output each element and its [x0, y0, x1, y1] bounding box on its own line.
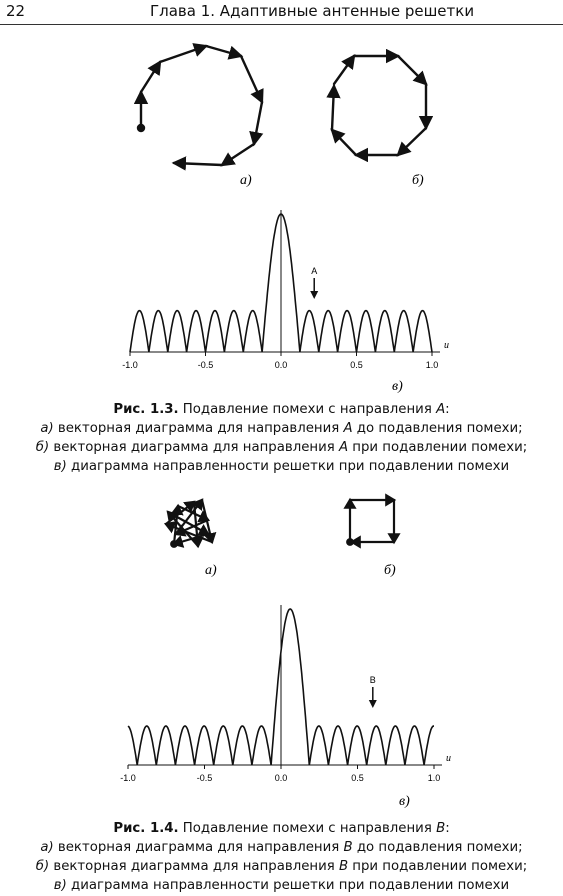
annotation-label: A — [311, 266, 318, 276]
fig13-caption-title-end: : — [445, 402, 450, 417]
fig13-caption-title-text: Подавление помехи с направления — [182, 402, 437, 417]
fig13-label-a: а) — [240, 173, 252, 188]
page-number: 22 — [6, 2, 26, 20]
fig13-pattern-chart — [0, 200, 563, 395]
x-tick-label: 0.5 — [350, 360, 363, 370]
fig14-caption-number: Рис. 1.4. — [113, 821, 179, 836]
running-title: Глава 1. Адаптивные антенные решетки — [150, 2, 475, 20]
fig14-vector-diagrams — [0, 490, 563, 590]
fig14-label-c: в) — [399, 794, 410, 809]
x-tick-label: -0.5 — [196, 773, 213, 783]
x-tick-label: 0.0 — [274, 773, 288, 783]
fig14-caption-line-c: в) диаграмма направленности решетки при подавлении помехи — [53, 878, 510, 893]
x-tick-label: -0.5 — [197, 360, 214, 370]
fig13-caption-line-b: б) векторная диаграмма для направления A при подавлении помехи; — [35, 440, 528, 455]
fig13-label-b: б) — [412, 173, 424, 188]
fig14-label-b: б) — [384, 563, 396, 578]
x-axis-label: u — [446, 753, 451, 764]
annotation-arrow-head — [369, 700, 377, 708]
fig13-vector-diagrams — [0, 0, 563, 200]
fig13-caption-line-a: а) векторная диаграмма для направления A до подавления помехи; — [40, 421, 523, 436]
fig13-caption-title — [0, 400, 563, 419]
fig14-label-a: а) — [205, 563, 217, 578]
x-tick-label: 0.0 — [274, 360, 288, 370]
x-tick-label: -1.0 — [122, 360, 138, 370]
fig13-caption-title-dir: A — [436, 402, 446, 417]
annotation-arrow-head — [310, 291, 318, 299]
fig14-caption-line-b: б) векторная диаграмма для направления B при подавлении помехи; — [35, 859, 528, 874]
x-tick-label: 1.0 — [425, 360, 439, 370]
fig14-caption-title-text: Подавление помехи с направления — [182, 821, 437, 836]
fig14-caption-title-end: : — [445, 821, 450, 836]
fig14-star-diagram — [166, 500, 212, 547]
annotation-label: B — [369, 675, 376, 685]
fig13-spiral-diagram — [138, 46, 262, 165]
fig13-caption-line-c: в) диаграмма направленности решетки при подавлении помехи — [53, 459, 510, 474]
fig13-caption-number: Рис. 1.3. — [113, 402, 179, 417]
fig14-caption — [0, 819, 563, 895]
x-tick-label: 0.5 — [351, 773, 364, 783]
fig14-pattern-chart — [0, 595, 563, 810]
fig14-square-diagram — [347, 500, 394, 545]
fig14-caption-title — [0, 819, 563, 838]
fig14-caption-title-dir: B — [436, 821, 446, 836]
fig13-octagon-diagram — [332, 56, 426, 155]
fig13-caption — [0, 400, 563, 476]
fig13-label-c: в) — [392, 379, 403, 394]
x-tick-label: 1.0 — [427, 773, 441, 783]
fig14-caption-line-a: а) векторная диаграмма для направления B до подавления помехи; — [40, 840, 523, 855]
x-tick-label: -1.0 — [120, 773, 136, 783]
x-axis-label: u — [444, 340, 449, 351]
